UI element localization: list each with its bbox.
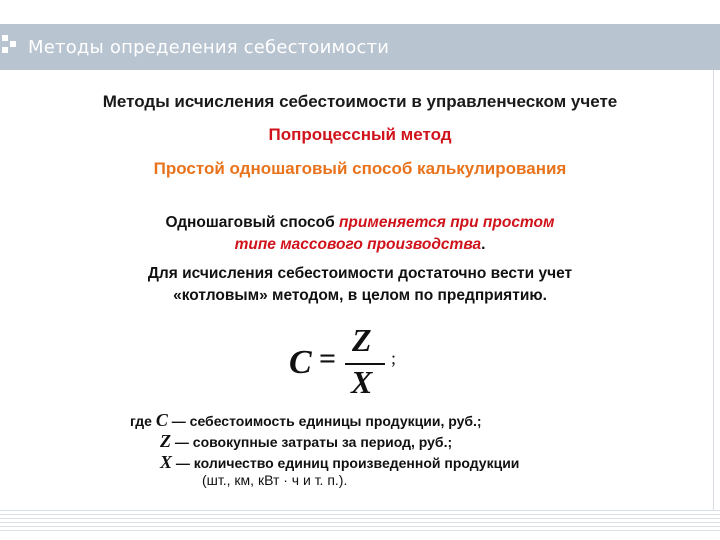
legend-text: — совокупные затраты за период, руб.; xyxy=(174,434,453,450)
top-strip xyxy=(0,0,720,22)
legend-row-z xyxy=(160,431,452,452)
paragraph-accounting xyxy=(0,263,720,307)
para2-line2: «котловым» методом, в целом по предприятию. xyxy=(173,287,547,304)
legend-text: — количество единиц произведенной продукции xyxy=(175,455,520,471)
method-heading: Попроцессный метод xyxy=(268,125,452,144)
paragraph-usage xyxy=(0,212,720,256)
formula-denominator: X xyxy=(351,364,373,400)
para1-part4: . xyxy=(481,236,486,253)
legend-symbol: Z xyxy=(160,431,171,451)
legend-row-c xyxy=(130,410,482,431)
legend-symbol: C xyxy=(155,410,168,430)
para1-part3: типе массового производства xyxy=(234,236,482,253)
footer-lines xyxy=(0,510,720,540)
para1-part1: Одношаговый способ xyxy=(165,214,339,231)
legend-units: (шт., км, кВт · ч и т. п.). xyxy=(202,472,348,488)
banner-title: Методы определения себестоимости xyxy=(28,37,390,58)
legend-row-x xyxy=(160,452,519,473)
formula-numerator: Z xyxy=(352,322,372,358)
main-heading: Методы исчисления себестоимости в управленческом учете xyxy=(102,92,618,111)
title-banner xyxy=(0,24,720,70)
para2-line1: Для исчисления себестоимости достаточно вести учет xyxy=(147,265,573,282)
cost-formula xyxy=(285,322,415,400)
squares-icon xyxy=(2,35,18,55)
formula-lhs: C xyxy=(289,344,312,381)
para1-part2: применяется при простом xyxy=(338,214,555,231)
legend-text: — себестоимость единицы продукции, руб.; xyxy=(171,413,482,429)
legend-symbol: X xyxy=(160,452,173,472)
technique-heading: Простой одношаговый способ калькулирования xyxy=(153,159,567,178)
legend-where: где xyxy=(130,413,152,429)
formula-equals: = xyxy=(319,342,337,375)
formula-semicolon: ; xyxy=(391,348,397,368)
